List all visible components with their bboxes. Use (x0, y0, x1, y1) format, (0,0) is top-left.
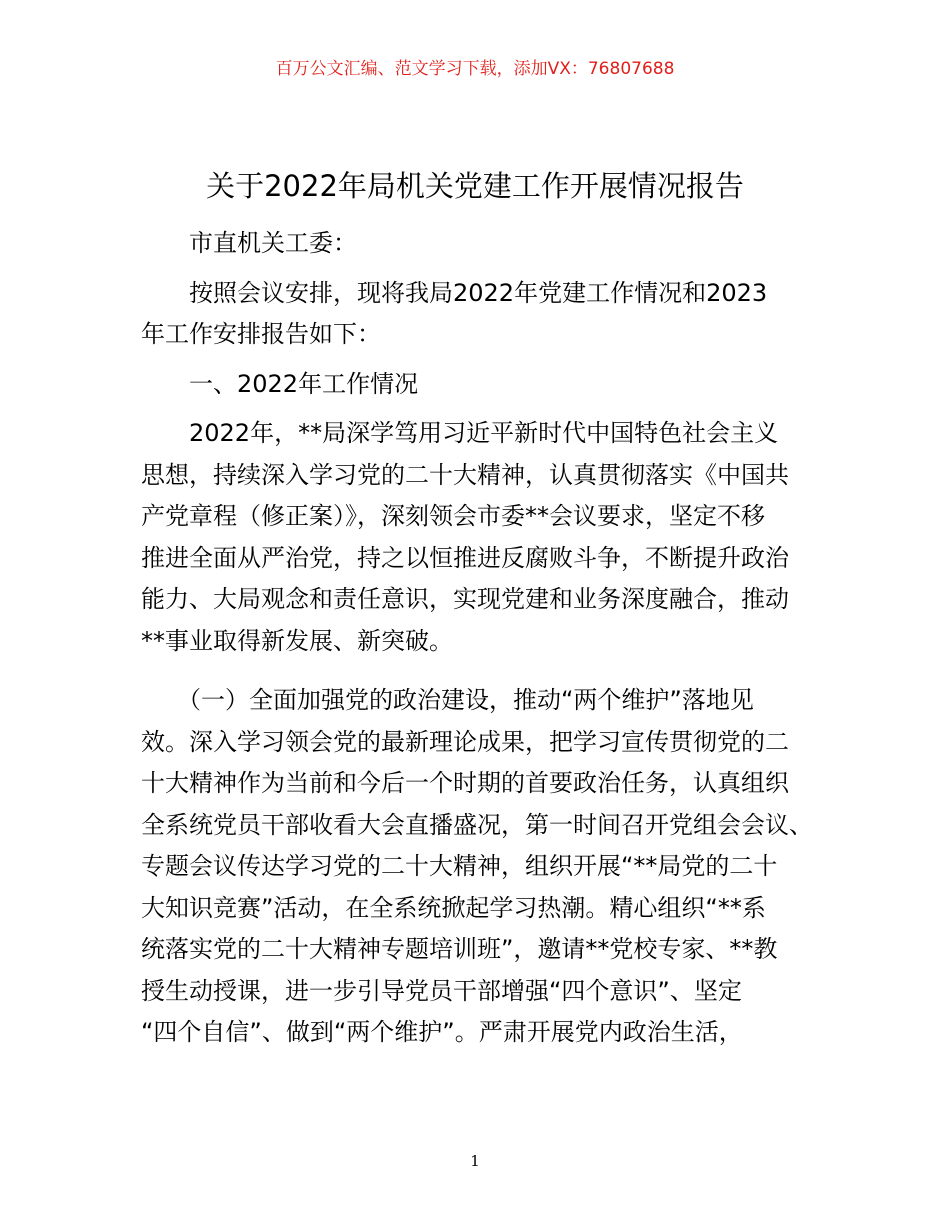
paragraph-line: 推进全面从严治党，持之以恒推进反腐败斗争，不断提升政治 (141, 543, 789, 572)
paragraph-line: 专题会议传达学习党的二十大精神，组织开展“**局党的二十 (141, 852, 778, 880)
document-body (141, 223, 831, 1054)
paragraph-line: 效。深入学习领会党的最新理论成果，把学习宣传贯彻党的二 (141, 727, 789, 756)
intro-line: 按照会议安排，现将我局2022年党建工作情况和2023 (141, 278, 768, 307)
paragraph-line: 统落实党的二十大精神专题培训班”，邀请**党校专家、**教 (141, 935, 778, 963)
paragraph-line: 思想，持续深入学习党的二十大精神，认真贯彻落实《中国共 (141, 460, 789, 489)
body-paragraph-2 (141, 680, 831, 1054)
paragraph-line: 授生动授课，进一步引导党员干部增强“四个意识”、坚定 (141, 976, 742, 1005)
intro-line: 年工作安排报告如下： (141, 320, 381, 348)
section-heading (141, 364, 831, 406)
intro-paragraph (141, 273, 831, 356)
paragraph-line: 2022年，**局深学笃用习近平新时代中国特色社会主义 (141, 419, 779, 447)
paragraph-line: 全系统党员干部收看大会直播盛况，第一时间召开党组会会议、 (141, 810, 813, 839)
paragraph-line: 能力、大局观念和责任意识，实现党建和业务深度融合，推动 (141, 585, 789, 613)
paragraph-line: “四个自信”、做到“两个维护”。严肃开展党内政治生活， (141, 1018, 743, 1046)
paragraph-line: **事业取得新发展、新突破。 (141, 626, 453, 655)
salutation (141, 223, 831, 265)
document-title: 关于2022年局机关党建工作开展情况报告 (206, 169, 744, 203)
header-banner: 百万公文汇编、范文学习下载，添加VX：76807688 (275, 59, 675, 79)
paragraph-line: 十大精神作为当前和今后一个时期的首要政治任务，认真组织 (141, 769, 789, 797)
page-number: 1 (470, 1152, 480, 1170)
paragraph-line: 产党章程（修正案）》，深刻领会市委**会议要求，坚定不移 (141, 502, 765, 530)
salutation-line: 市直机关工委： (189, 229, 357, 257)
paragraph-line: （一）全面加强党的政治建设，推动“两个维护”落地见 (141, 686, 754, 714)
paragraph-line: 大知识竞赛”活动，在全系统掀起学习热潮。精心组织“**系 (141, 893, 766, 922)
section-heading-line: 一、2022年工作情况 (141, 369, 419, 398)
body-paragraph-1 (141, 413, 831, 662)
